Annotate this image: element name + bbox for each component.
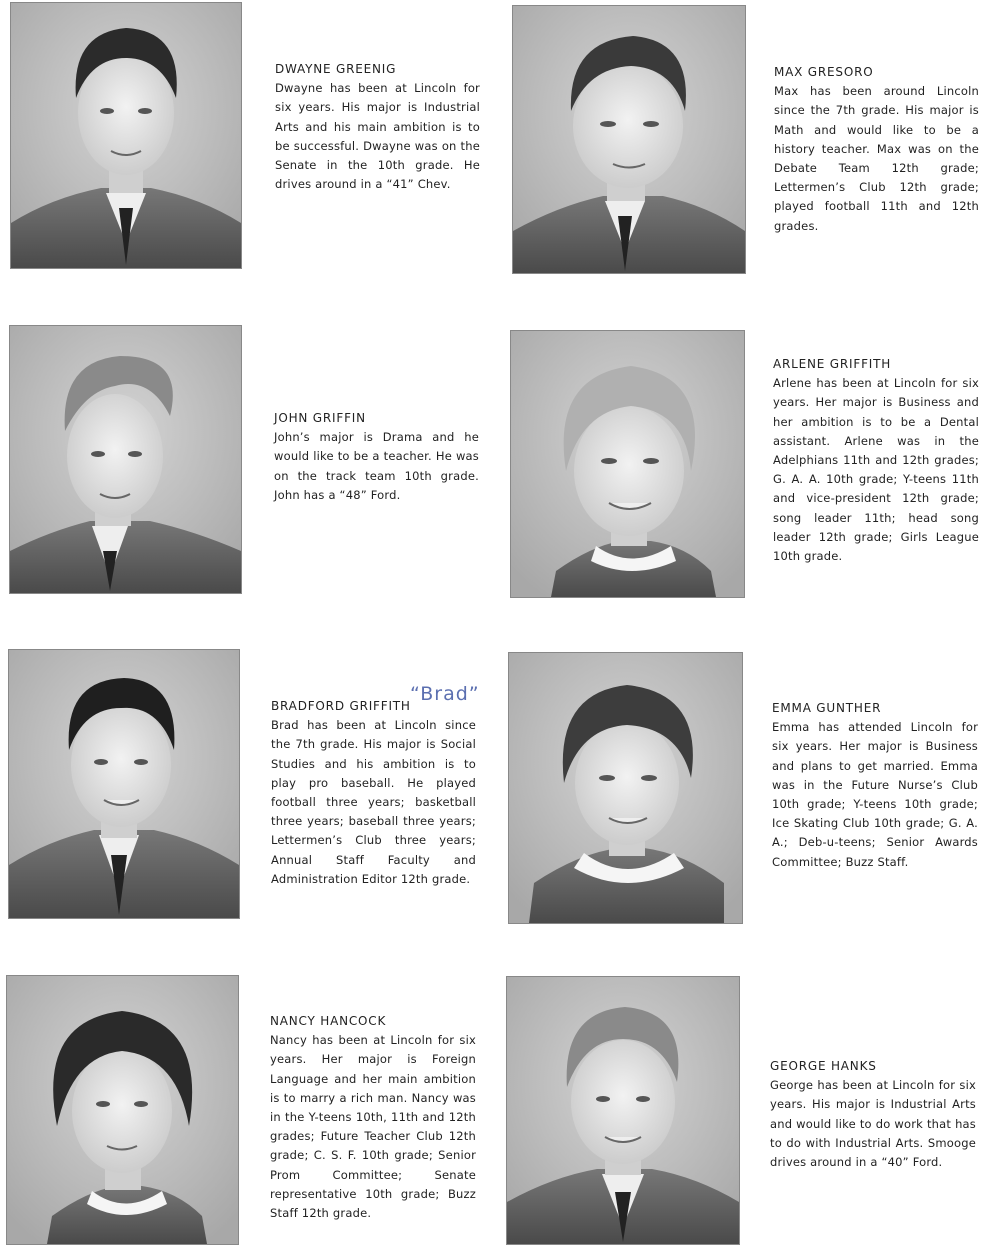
student-name: MAX GRESORO — [774, 65, 874, 79]
portrait-emma-gunther — [508, 652, 743, 924]
student-bio: Nancy has been at Lincoln for six years. Her major is Foreign Language and her main ambition is to marry a rich man. Nancy was in the Y-teens 10th, 11th and 12th grades; Future Teacher Club 12th grade; C. S. F. 10th grade; Senior Prom Committee; Senate representative 10th grade; Buzz Staff 12th grade. — [270, 1033, 476, 1221]
portrait-max-gresoro — [512, 5, 746, 274]
portrait-john-griffin — [9, 325, 242, 594]
portrait-dwayne-greenig — [10, 2, 242, 269]
student-name: ARLENE GRIFFITH — [773, 357, 892, 371]
student-name: NANCY HANCOCK — [270, 1014, 387, 1028]
portrait-nancy-hancock — [6, 975, 239, 1245]
student-name: DWAYNE GREENIG — [275, 62, 397, 76]
student-name: JOHN GRIFFIN — [274, 411, 366, 425]
bio-bradford-griffith — [271, 697, 476, 889]
student-name: GEORGE HANKS — [770, 1059, 877, 1073]
student-bio: Brad has been at Lincoln since the 7th grade. His major is Social Studies and his ambition is to play pro baseball. He played football three years; basketball three years; baseball three years; Lettermen’s Club three years; Annual Staff Faculty and Administration Editor 12th grade. — [271, 718, 476, 886]
student-bio: John’s major is Drama and he would like to be a teacher. He was on the track team 10th grade. John has a “48” Ford. — [274, 430, 479, 502]
bio-dwayne-greenig — [275, 60, 480, 194]
bio-arlene-griffith — [773, 355, 979, 566]
bio-john-griffin — [274, 409, 479, 505]
portrait-bradford-griffith — [8, 649, 240, 919]
bio-nancy-hancock — [270, 1012, 476, 1223]
student-bio: Emma has attended Lincoln for six years. Her major is Business and plans to get married. Emma was in the Future Nurse’s Club 10th grade; Y-teens 10th grade; Ice Skating Club 10th grade; G. A. A.; Deb-u-teens; Senior Awards Committee; Buzz Staff. — [772, 720, 978, 869]
student-bio: George has been at Lincoln for six years. His major is Industrial Arts and would like to do work that has to do with Industrial Arts. Smooge drives around in a “40” Ford. — [770, 1078, 976, 1170]
bio-emma-gunther — [772, 699, 978, 872]
handwritten-nickname: “Brad” — [410, 683, 480, 705]
student-name: EMMA GUNTHER — [772, 701, 882, 715]
portrait-george-hanks — [506, 976, 740, 1245]
bio-max-gresoro — [774, 63, 979, 236]
student-bio: Max has been around Lincoln since the 7th grade. His major is Math and would like to be a history teacher. Max was on the Debate Team 12th grade; Lettermen’s Club 12th grade; played football 11th and 12th grades. — [774, 84, 979, 233]
portrait-arlene-griffith — [510, 330, 745, 598]
bio-george-hanks — [770, 1057, 976, 1172]
student-bio: Arlene has been at Lincoln for six years. Her major is Business and her ambition is to be a Dental assistant. Arlene was in the Adelphians 11th and 12th grades; G. A. A. 10th grade; Y-teens 11th and vice-president 12th grade; song leader 11th; head song leader 12th grade; Girls League 10th grade. — [773, 376, 979, 564]
student-bio: Dwayne has been at Lincoln for six years. His major is Industrial Arts and his main ambition is to be successful. Dwayne was on the Senate in the 10th grade. He drives around in a “41” Chev. — [275, 81, 480, 192]
student-name: BRADFORD GRIFFITH — [271, 699, 411, 713]
